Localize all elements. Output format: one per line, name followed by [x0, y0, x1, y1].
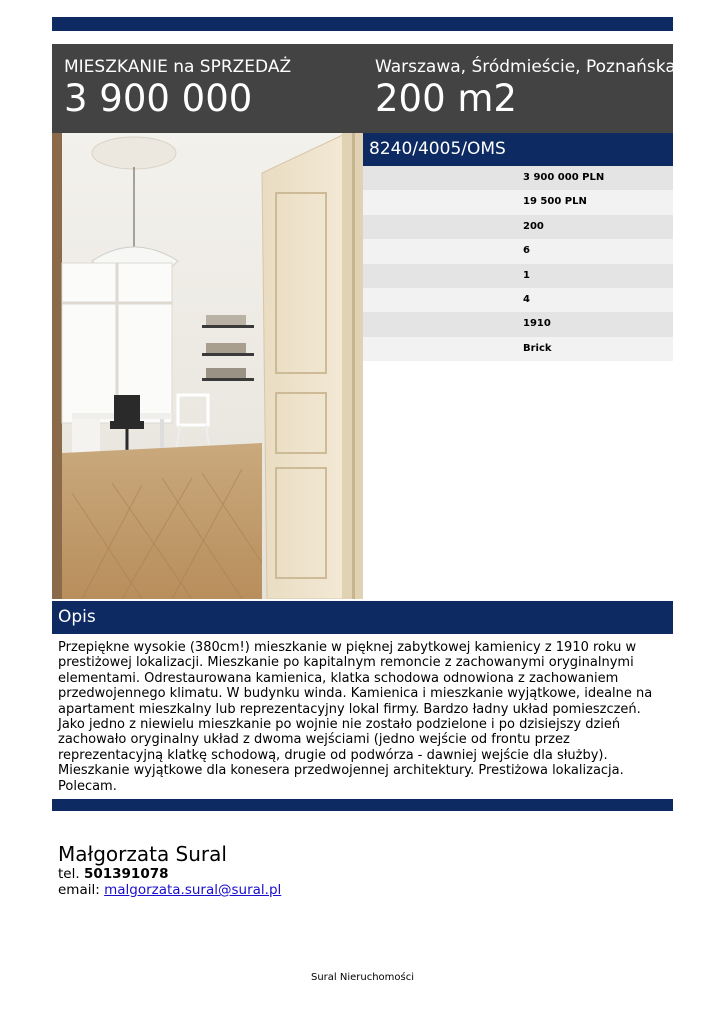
deal-type: MIESZKANIE na SPRZEDAŻ [64, 57, 292, 77]
spec-area: 200 [363, 215, 673, 239]
agent-email-link[interactable]: malgorzata.sural@sural.pl [104, 882, 282, 898]
spec-price-per-m2: 19 500 PLN [363, 190, 673, 214]
reference-number: 8240/4005/OMS [363, 133, 673, 166]
agent-phone[interactable]: 501391078 [83, 866, 169, 882]
spec-floors-total: 4 [363, 288, 673, 312]
bottom-decor-bar [52, 799, 673, 811]
email-label: email: [58, 882, 100, 898]
footer-company: Sural Nieruchomości [310, 972, 415, 983]
spec-floor: 1 [363, 264, 673, 288]
top-decor-bar [52, 17, 673, 31]
area-headline: 200 m2 [375, 77, 517, 120]
agent-contact [58, 842, 281, 898]
tel-label: tel. [58, 866, 80, 882]
price-headline: 3 900 000 [64, 77, 253, 120]
property-photo [52, 133, 363, 599]
location: Warszawa, Śródmieście, Poznańska [375, 57, 676, 77]
agent-name: Małgorzata Sural [58, 842, 227, 866]
spec-rooms: 6 [363, 239, 673, 263]
spec-price: 3 900 000 PLN [363, 166, 673, 190]
listing-header [52, 44, 676, 133]
description-title: Opis [58, 607, 96, 627]
spec-material: Brick [363, 337, 673, 361]
description-text: Przepiękne wysokie (380cm!) mieszkanie w pięknej zabytkowej kamienicy z 1910 roku w prestiżowej lokalizacji. Mieszkanie po kapitalnym remoncie z zachowanymi oryginalnymi elementami. Odrestaurowana kamienica, klatka schodowa odnowiona z zachowaniem przedwojennego klimatu. W budynku winda. Kamienica i mieszkanie wyjątkowe, idealne na apartament mieszkalny lub reprezentacyjny lokal firmy. Bardzo ładny układ pomieszczeń. Jako jedno z niewielu mieszkanie po wojnie nie zostało podzielone i po dzisiejszy dzień zachowało oryginalny układ z dwoma wejściami (jedno wejście od frontu przez reprezentacyjną klatkę schodową, drugie od podwórza - dawniej wejście dla służby). Mieszkanie wyjątkowe dla konesera przedwojennej architektury. Prestiżowa lokalizacja. Polecam. [58, 640, 653, 794]
spec-year-built: 1910 [363, 312, 673, 336]
specs-panel [363, 133, 673, 361]
description-header [52, 601, 673, 634]
